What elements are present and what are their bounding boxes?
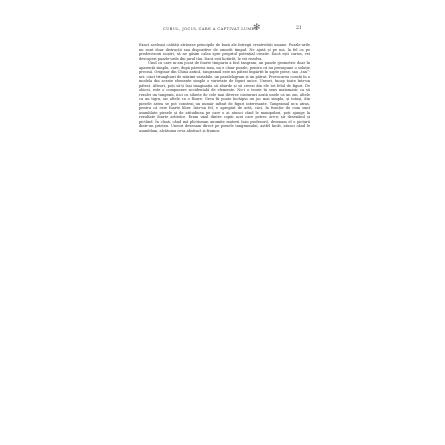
ornament-icon: ✻ [253, 23, 261, 33]
running-head-title: CUBUL, JOCUL CARE A CAPTIVAT LUMEA [163, 27, 258, 31]
paragraph-2: Unul cu care m-am jucat de foarte timpuriu a fost tangram, un puzzle geometric doar în aparență simplu, care, după părerea mea, nu e chiar puzzle, pentru că nu presupune o soluție precisă. Originar din China antică, tangramul este un pătrat împărțit în șapte piese, sau „tan“-uri: cinci triunghiuri de mărimi variabile, un paralelogram și un pătrat. Provocarea constă în a modela din aceste elemente simple o varietate de figuri unice. Uneori, încap toate într-un pătrat. Alteori, poți să-ți lași imaginația să zburde și să creezi din ele tot felul de figuri. De obicei, este o compunere accidentală de elemente. Nu-i o teorie în sens matematic ca să rezolvi un tangram, nici cu siluete de cele mai diverse contururi arată unele ca un om, altele ca un tigru, iar altele ca o floare. Greu îți poate închipui un joc mai simplu, și totuși, din piesele astea se pot construi un număr infinit de figuri interesante. Tangramul m-a atras, pentru că este foarte liber. Într-un fel, e apropiat de artă, căci, în funcție de cum sunt asamblate piesele și de atitudinea pe care o ai atunci când le manipulezi, poți ajunge la rezultate foarte artistice. Eram unul dintre copiii acei care petrec ore-n șir desenând și pictând. În clasă, când mă plictiseam anumite materii (sau profesori), desenam el o pictură dintr-un prieten. Uneori desenam direct pe piesele tangramului, astfel încât, atunci când le asamblam, alcătuiau ceva abstract și frumos. [139, 61, 310, 133]
page-number: 21 [296, 26, 302, 31]
paragraph-1: Exact aceleași calități atrăsese principile de bază ale întregii creativități umane. Puzzle-urile nu sunt doar distracții sau dispozitive de omorât timpul. Ne ajută și pe noi, la fel ca pe predecesorii noștri, să ne găsim calea spre propriul potențial creativ. Dacă ești curios, vei descoperi puzzle-urile din jurul tău. Dacă ești hotărât, le vei rezolva. [139, 43, 310, 61]
body-text [139, 43, 310, 133]
